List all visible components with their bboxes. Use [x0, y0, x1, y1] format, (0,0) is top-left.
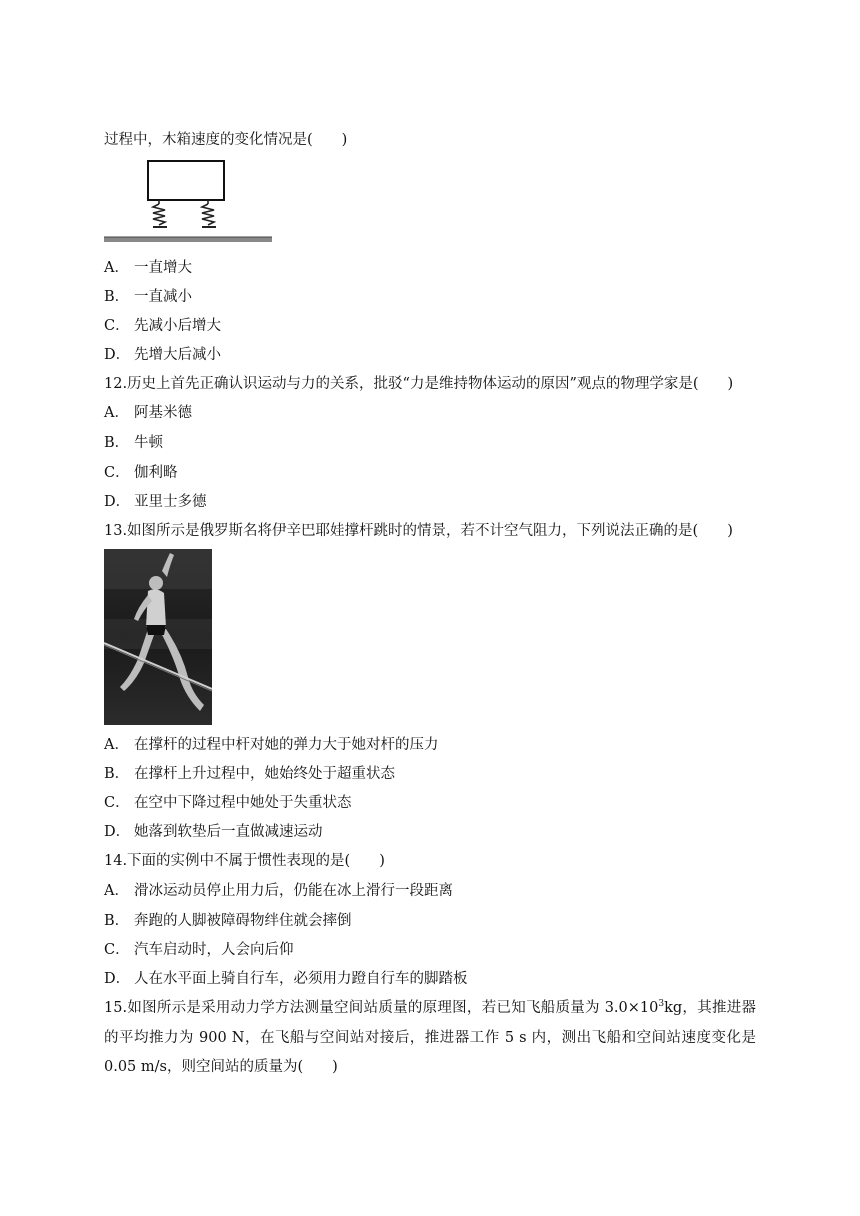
left-spring: [153, 200, 167, 227]
q14-option-c[interactable]: C． 汽车启动时，人会向后仰: [104, 942, 294, 958]
right-spring: [202, 200, 216, 227]
q12-option-d[interactable]: D． 亚里士多德: [104, 494, 207, 510]
q14-option-d[interactable]: D． 人在水平面上骑自行车，必须用力蹬自行车的脚踏板: [104, 971, 468, 987]
q13-option-a[interactable]: A． 在撑杆的过程中杆对她的弹力大于她对杆的压力: [104, 737, 439, 753]
q11-option-b[interactable]: B． 一直减小: [104, 289, 192, 305]
wooden-box: [148, 161, 224, 200]
q13-option-c[interactable]: C． 在空中下降过程中她处于失重状态: [104, 795, 352, 811]
q11-option-d[interactable]: D． 先增大后减小: [104, 347, 221, 363]
q13-option-d[interactable]: D． 她落到软垫后一直做减速运动: [104, 824, 323, 840]
q12-option-a[interactable]: A． 阿基米德: [104, 405, 192, 421]
ground-hatching: [104, 237, 272, 242]
q12-stem: 12.历史上首先正确认识运动与力的关系，批驳“力是维持物体运动的原因”观点的物理学家是( ): [104, 376, 734, 392]
spring-box-figure: [104, 158, 274, 244]
q13-stem: 13.如图所示是俄罗斯名将伊辛巴耶娃撑杆跳时的情景，若不计空气阻力，下列说法正确的是( ): [104, 523, 733, 539]
q14-stem: 14.下面的实例中不属于惯性表现的是( ): [104, 853, 385, 869]
q14-option-a[interactable]: A． 滑冰运动员停止用力后，仍能在冰上滑行一段距离: [104, 883, 453, 899]
q13-option-b[interactable]: B． 在撑杆上升过程中，她始终处于超重状态: [104, 766, 395, 782]
q11-option-c[interactable]: C． 先减小后增大: [104, 318, 221, 334]
q11-stem-tail: 过程中，木箱速度的变化情况是( ): [104, 132, 348, 148]
pole-vault-photo: [104, 549, 212, 725]
q12-option-b[interactable]: B． 牛顿: [104, 435, 163, 451]
q14-option-b[interactable]: B． 奔跑的人脚被障碍物绊住就会摔倒: [104, 913, 352, 929]
q15-stem: 15.如图所示是采用动力学方法测量空间站质量的原理图，若已知飞船质量为 $3.0\times 10^3kg$，其推进器的平均推力为 900 N，在飞船与空间站对接后，推进器工作 5 s 内，测出飞船和空间站速度变化是 0.05 m/s，则空间站的质量为( ): [104, 999, 756, 1075]
q12-option-c[interactable]: C． 伽利略: [104, 465, 178, 481]
q11-option-a[interactable]: A． 一直增大: [104, 260, 192, 276]
